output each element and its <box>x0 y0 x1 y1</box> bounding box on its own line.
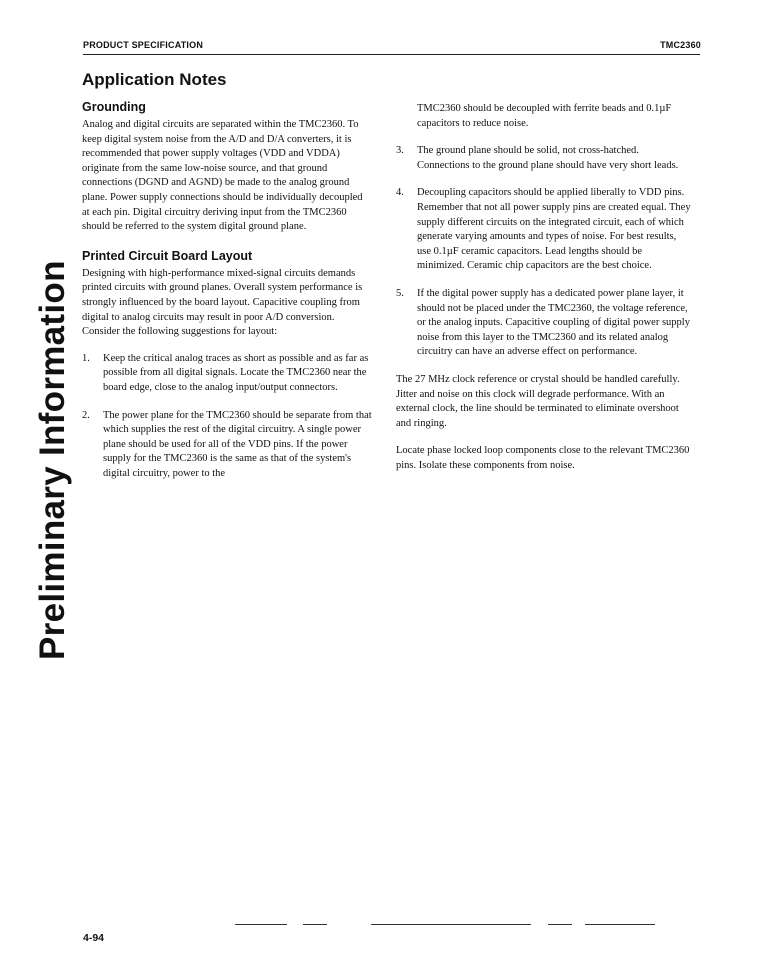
footer-rule <box>371 924 531 925</box>
footer-rule <box>548 924 572 925</box>
running-header-right: TMC2360 <box>660 40 701 50</box>
list-item-text: Decoupling capacitors should be applied liberally to VDD pins. Remember that not all power supply pins are created equal. They supply different circuits on the integrated circuit, each of which generate varying amounts and types of noise. For best results, use 0.1µF ceramic capacitors. Lead lengths should be minimized. Ceramic chip capacitors are the best choice. <box>417 187 691 272</box>
preliminary-information-tab: Preliminary Information <box>33 260 72 660</box>
item-2-continuation: TMC2360 should be decoupled with ferrite beads and 0.1µF capacitors to reduce noise. <box>417 103 672 129</box>
layout-suggestion-list-continued <box>396 144 691 360</box>
list-item-number: 1. <box>82 352 90 364</box>
list-item-number: 4. <box>396 187 404 199</box>
layout-suggestion-list <box>82 352 372 482</box>
grounding-heading: Grounding <box>82 100 146 114</box>
list-item <box>396 144 691 173</box>
list-item <box>396 186 691 274</box>
running-header-left: PRODUCT SPECIFICATION <box>83 40 204 50</box>
footer-rule <box>585 924 655 925</box>
list-item-text: If the digital power supply has a dedicated power plane layer, it should not be placed under the TMC2360, the voltage reference, or the analog inputs. Capacitive coupling of digital power supply noise from this layer to the TMC2360 and its related analog circuitry can have an adverse effect on performance. <box>417 287 690 358</box>
pll-paragraph: Locate phase locked loop components close to the relevant TMC2360 pins. Isolate these components from noise. <box>396 445 690 471</box>
list-item <box>82 409 372 482</box>
pcb-layout-heading: Printed Circuit Board Layout <box>82 248 253 263</box>
list-item-text: Keep the critical analog traces as short as possible and as far as possible from all digital signals. Locate the TMC2360 near the board edge, close to the analog input/output connectors. <box>103 352 369 393</box>
left-column <box>82 100 372 494</box>
header-rule <box>83 54 700 55</box>
list-item <box>82 352 372 396</box>
list-item-number: 5. <box>396 287 404 299</box>
list-item-text: The power plane for the TMC2360 should be separate from that which supplies the rest of the digital circuitry. A single power plane should be used for all of the VDD pins. If the power supply for the TMC2360 is the same as that of the system's digital circuitry, power to the <box>103 409 372 479</box>
list-item-number: 2. <box>82 409 90 421</box>
page-title: Application Notes <box>82 70 227 89</box>
footer-rule <box>235 924 287 925</box>
clock-paragraph: The 27 MHz clock reference or crystal should be handled carefully. Jitter and noise on this clock will degrade performance. With an external clock, the line should be terminated to eliminate overshoot and ringing. <box>396 373 680 429</box>
grounding-paragraph: Analog and digital circuits are separated within the TMC2360. To keep digital system noise from the A/D and D/A converters, it is recommended that power supply voltages (VDD and VDDA) originate from the same low-noise source, and that ground connections (DGND and AGND) be made to the analog ground plane. Power supply connections should be individually decoupled at each pin. Digital circuitry deriving input from the TMC2360 should be referred to the system digital ground plane. <box>82 119 363 233</box>
right-column <box>396 102 691 486</box>
footer-rule <box>303 924 327 925</box>
list-item-number: 3. <box>396 145 404 157</box>
pcb-layout-paragraph: Designing with high-performance mixed-signal circuits demands printed circuits with ground planes. Overall system performance is strongly influenced by the board layout. Capacitive coupling from digital to analog circuits may result in poor A/D conversion. Consider the following suggestions for layout: <box>82 267 363 338</box>
list-item-text: The ground plane should be solid, not cross-hatched. Connections to the ground plane should have very short leads. <box>417 145 679 171</box>
page-number: 4-94 <box>83 932 105 944</box>
list-item <box>396 287 691 360</box>
